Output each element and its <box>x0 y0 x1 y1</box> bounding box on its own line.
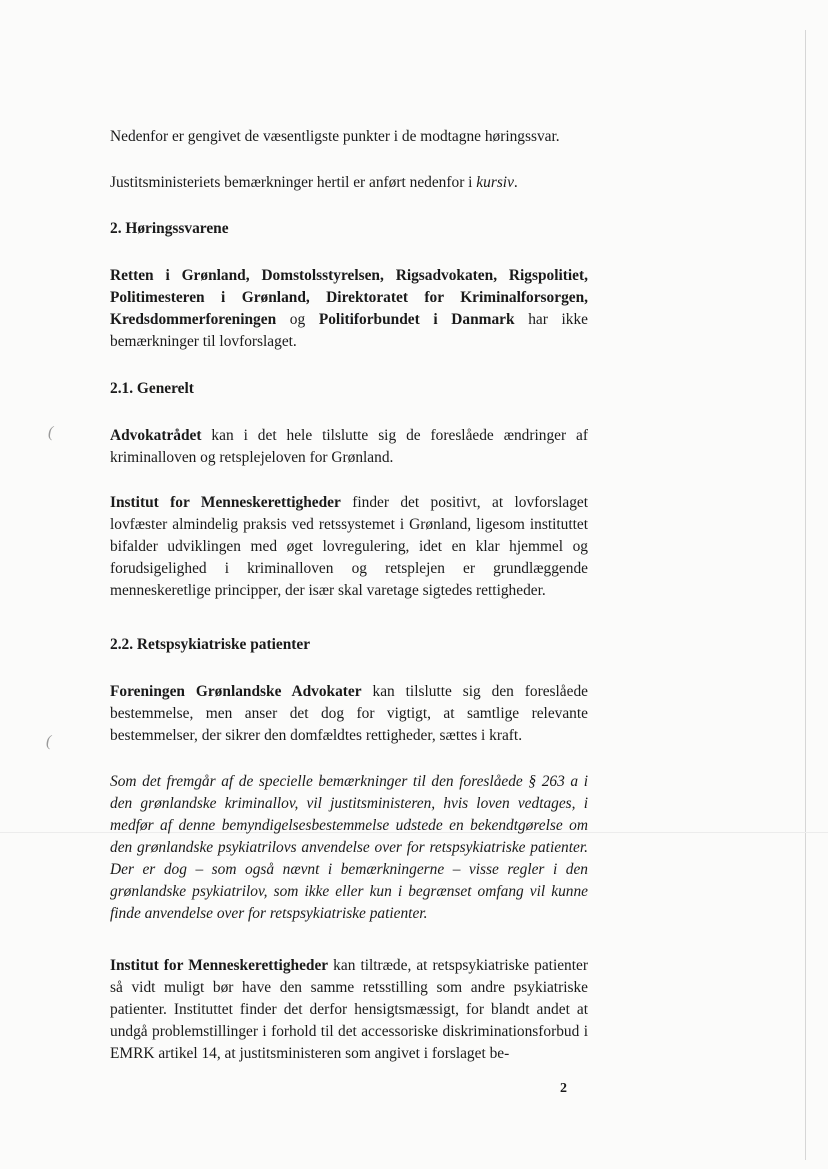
ministry-comment-italic: Som det fremgår af de specielle bemærkninger til den foreslåede § 263 a i den grønlandske kriminallov, vil justitsministeren, hvis loven vedtages, i medfør af denne bemyndigelsesbestemmelse udstede en bekendtgørelse om den grønlandske psykiatrilovs anvendelse over for retspsykiatriske patienter. Der er dog – som også nævnt i bemærkningerne – visse regler i den grønlandske psykiatrilov, som ikke eller kun i begrænset omfang vil kunne finde anvendelse over for retspsykiatriske patienter. <box>110 773 588 922</box>
section-2-2-heading: 2.2. Retspsykiatriske patienter <box>110 636 311 653</box>
intro-line-1: Nedenfor er gengivet de væsentligste punkter i de modtagne høringssvar. <box>110 128 560 145</box>
section-2-1-paragraph-1 <box>110 425 588 469</box>
section-2-2-paragraph-3 <box>110 955 588 1065</box>
respondent-name: Institut for Menneskerettigheder <box>110 494 341 511</box>
section-2-2-paragraph-1 <box>110 681 588 747</box>
intro-line-2 <box>110 172 588 194</box>
scan-edge-line <box>805 30 806 1160</box>
section-2-heading: 2. Høringssvarene <box>110 220 229 237</box>
margin-mark: ( <box>46 733 52 750</box>
section-2-1-heading: 2.1. Generelt <box>110 380 194 397</box>
respondents-list: Retten i Grønland, Domstolsstyrelsen, Rigsadvokaten, Rigspolitiet, Politimesteren i Grønland, Direktoratet for Kriminalforsorgen, Kredsdommerforeningen <box>110 267 588 328</box>
intro-line-2-suffix: . <box>513 174 518 191</box>
intro-line-2-text: Justitsministeriets bemærkninger hertil er anført nedenfor i <box>110 174 477 191</box>
paragraph-text: kan i det hele tilslutte sig de foreslåede ændringer af kriminalloven og retsplejeloven for Grønland. <box>110 427 588 466</box>
paragraph-text: kan tilslutte sig den foreslåede bestemmelse, men anser det dog for vigtigt, at samtlige relevante bestemmelser, der sikrer den domfældtes rettigheder, sættes i kraft. <box>110 683 588 744</box>
respondent-name: Advokatrådet <box>110 427 202 444</box>
intro-line-2-italic: kursiv <box>476 174 514 191</box>
margin-mark: ( <box>48 424 54 441</box>
respondent-name: Institut for Menneskerettigheder <box>110 957 329 974</box>
paragraph-text: har ikke bemærkninger til lovforslaget. <box>110 311 588 350</box>
respondent-name: Politiforbundet i Danmark <box>318 311 515 328</box>
paragraph-text: finder det positivt, at lovforslaget lovfæster almindelig praksis ved retssystemet i Grønland, ligesom instituttet bifalder udviklingen med øget lovregulering, idet en klar hjemmel og forudsigelighed i kriminalloven og retsplejen er grundlæggende menneskeretlige principper, der især skal varetage sigtedes rettigheder. <box>110 494 588 599</box>
paragraph-text: kan tiltræde, at retspsykiatriske patienter så vidt muligt bør have den samme retsstilling som andre psykiatriske patienter. Instituttet finder det derfor hensigtsmæssigt, for blandt andet at undgå problemstillinger i forhold til det accessoriske diskriminationsforbud i EMRK artikel 14, at justitsministeren som angivet i forslaget be- <box>110 957 588 1062</box>
section-2-1-paragraph-2 <box>110 492 588 602</box>
respondent-name: Foreningen Grønlandske Advokater <box>110 683 362 700</box>
page-number: 2 <box>560 1081 567 1096</box>
connector-text: og <box>276 311 319 328</box>
section-2-paragraph <box>110 265 588 353</box>
